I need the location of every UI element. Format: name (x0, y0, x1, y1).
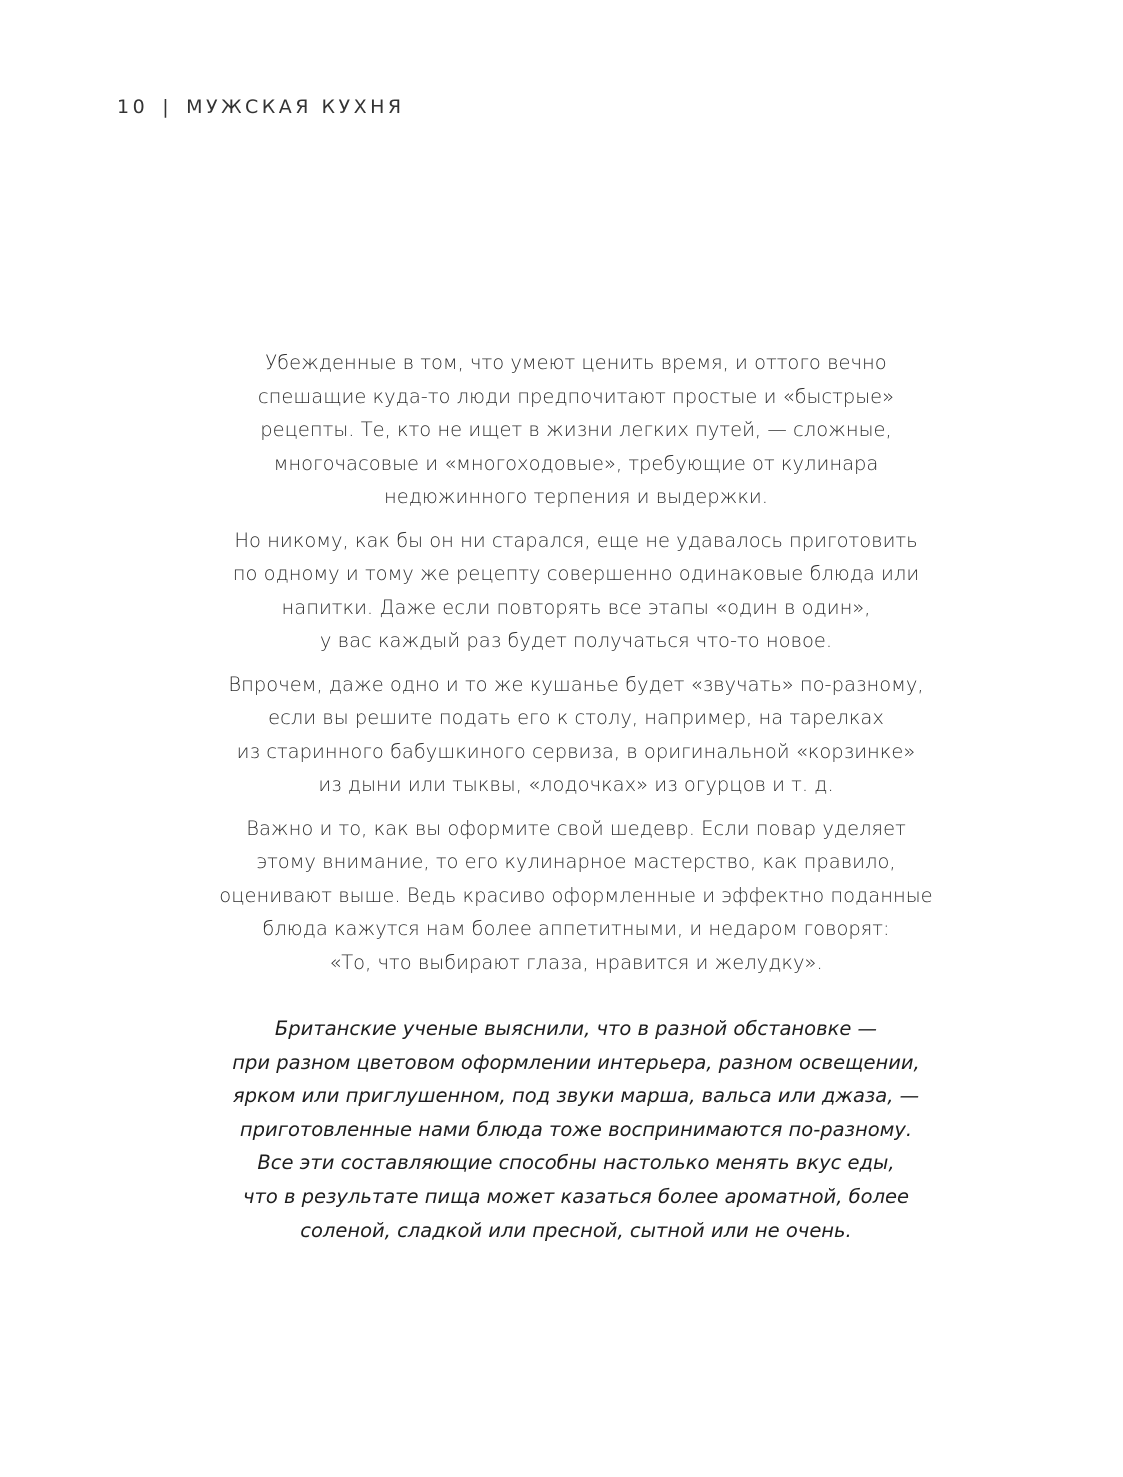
callout-line: ярком или приглушенном, под звуки марша, вальса или джаза, — (232, 1084, 920, 1108)
text-line: Но никому, как бы он ни старался, еще не удавалось приготовить (234, 528, 918, 552)
text-line: напитки. Даже если повторять все этапы «один в один», (281, 595, 871, 619)
callout-line: что в результате пища может казаться более ароматной, более (242, 1184, 910, 1208)
italic-callout (176, 1012, 976, 1247)
text-line: если вы решите подать его к столу, например, на тарелках (268, 706, 884, 729)
callout-line: приготовленные нами блюда тоже воспринимаются по-разному. (239, 1117, 913, 1141)
text-line: Впрочем, даже одно и то же кушанье будет «звучать» по-разному, (228, 672, 924, 696)
callout-line: при разном цветовом оформлении интерьера, разном освещении, (232, 1050, 920, 1074)
text-line: блюда кажутся нам более аппетитными, и недаром говорят: (262, 917, 890, 940)
paragraph-1 (176, 346, 976, 514)
callout-line: соленой, сладкой или пресной, сытной или не очень. (300, 1218, 852, 1242)
callout-line: Британские ученые выяснили, что в разной обстановке — (274, 1017, 878, 1040)
main-text (176, 346, 976, 989)
paragraph-2 (176, 524, 976, 658)
book-title: МУЖСКАЯ КУХНЯ (186, 96, 405, 118)
paragraph-4 (176, 812, 976, 980)
page-number: 10 (117, 96, 149, 118)
callout-line: Все эти составляющие способны настолько менять вкус еды, (257, 1151, 895, 1175)
paragraph-3 (176, 668, 976, 802)
text-line: Убежденные в том, что умеют ценить время, и оттого вечно (265, 351, 887, 374)
text-line: по одному и тому же рецепту совершенно одинаковые блюда или (232, 562, 920, 585)
text-line: «То, что выбирают глаза, нравится и желудку». (329, 950, 823, 974)
text-line: многочасовые и «многоходовые», требующие от кулинара (273, 451, 879, 475)
text-line: у вас каждый раз будет получаться что-то новое. (319, 629, 833, 652)
text-line: оценивают выше. Ведь красиво оформленные и эффектно поданные (219, 883, 933, 907)
running-head (117, 96, 405, 118)
text-line: спешащие куда-то люди предпочитают простые и «быстрые» (257, 384, 895, 408)
text-line: рецепты. Те, кто не ищет в жизни легких путей, — сложные, (260, 418, 892, 441)
text-line: Важно и то, как вы оформите свой шедевр. Если повар уделяет (246, 816, 906, 840)
running-head-separator: | (162, 96, 173, 118)
text-line: этому внимание, то его кулинарное мастерство, как правило, (256, 850, 896, 873)
text-line: недюжинного терпения и выдержки. (384, 485, 768, 508)
text-line: из дыни или тыквы, «лодочках» из огурцов и т. д. (318, 773, 834, 796)
text-line: из старинного бабушкиного сервиза, в оригинальной «корзинке» (236, 739, 916, 763)
